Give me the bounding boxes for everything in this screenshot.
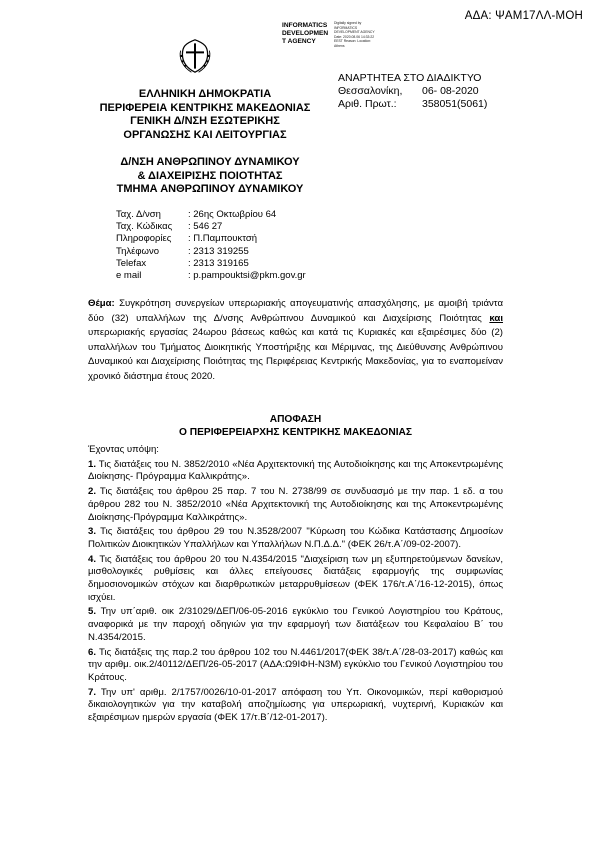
list-item	[88, 647, 503, 685]
signature-line: INFORMATICS	[282, 22, 328, 29]
protocol-number: 358051(5061)	[422, 98, 488, 110]
date-row	[338, 85, 487, 98]
contact-row	[116, 258, 306, 270]
contact-label: e mail	[116, 270, 142, 282]
email-link[interactable]: : p.pampouktsi@pkm.gov.gr	[188, 270, 306, 282]
item-number: 5.	[88, 606, 97, 618]
decision-subtitle: Ο ΠΕΡΙΦΕΡΕΙΑΡΧΗΣ ΚΕΝΤΡΙΚΗΣ ΜΑΚΕΔΟΝΙΑΣ	[179, 427, 412, 438]
publish-heading: ΑΝΑΡΤΗΤΕΑ ΣΤΟ ΔΙΑΔΙΚΤΥΟ	[338, 72, 482, 84]
contact-row	[116, 270, 306, 282]
department-header	[110, 156, 310, 197]
item-number: 2.	[88, 486, 97, 498]
list-item	[88, 459, 503, 484]
signature-details: Digitally signed by INFORMATICS DEVELOPMENT AGENCY Date: 2020.08.06 14:33:22 EEST Reason: Location: Athens	[334, 21, 375, 48]
list-item	[88, 526, 503, 551]
authority-line: ΠΕΡΙΦΕΡΕΙΑ ΚΕΝΤΡΙΚΗΣ ΜΑΚΕΔΟΝΙΑΣ	[99, 101, 311, 114]
signature-line: T AGENCY	[282, 38, 316, 45]
contact-value: : 26ης Οκτωβρίου 64	[188, 209, 277, 220]
body-intro: Έχοντας υπόψη:	[88, 444, 159, 455]
list-item	[88, 606, 503, 644]
decision-heading	[88, 413, 503, 439]
contact-value: : Π.Παμπουκτσή	[188, 233, 258, 245]
contact-value: : 546 27	[188, 221, 223, 233]
item-number: 6.	[88, 646, 97, 658]
contact-row	[116, 209, 306, 221]
subject-label: Θέμα:	[88, 298, 115, 309]
item-number: 1.	[88, 458, 97, 470]
greek-emblem-icon	[177, 38, 213, 74]
decision-title: ΑΠΟΦΑΣΗ	[269, 414, 322, 425]
item-number: 4.	[88, 553, 97, 565]
protocol-label: Αριθ. Πρωτ.:	[338, 98, 397, 110]
contact-label: Τηλέφωνο	[116, 245, 159, 257]
contact-label: Telefax	[116, 257, 147, 269]
item-number: 7.	[88, 686, 97, 698]
item-text: Τις διατάξεις του άρθρου 25 παρ. 7 του Ν. 2738/99 σε συνδυασμό με την παρ. 1 εδ. α του άρθρου 282 του Ν. 3852/2010 «Νέα Αρχιτεκτονική της Αυτοδιοίκησης και της Αποκεντρωμένης Διοίκησης-Πρόγραμμα Καλλικράτης».	[88, 486, 503, 523]
protocol-row	[338, 98, 487, 111]
digital-signature-stamp	[282, 22, 328, 46]
contact-label: Πληροφορίες	[116, 233, 172, 245]
list-item	[88, 554, 503, 605]
contact-row	[116, 221, 306, 233]
item-text: Την υπ' αριθμ. 2/1757/0026/10-01-2017 απόφαση του Υπ. Οικονομικών, περί καθορισμού δικαιολογητικών για την καταβολή αποζημίωσης για υπερωριακή, νυχτερινή, Κυριακών και εξαιρέσιμων ημερών εργασία (ΦΕΚ 17/τ.Β΄/12-01-2017).	[88, 686, 503, 724]
contact-row	[116, 233, 306, 245]
subject-paragraph	[88, 297, 503, 384]
item-text: Τις διατάξεις του άρθρου 20 του Ν.4354/2015 "Διαχείριση των μη εξυπηρετούμενων δανείων, μισθολογικές ρυθμίσεις και άλλες επείγουσες διατάξεις εφαρμογής της συμφωνίας δημοσιονομικών στόχων και διαρθρωτικών μεταρρυθμίσεων (ΦΕΚ 176/τ.Α΄/16-12-2015), όπως ισχύει.	[88, 553, 503, 603]
list-item	[88, 486, 503, 524]
department-line: ΤΜΗΜΑ ΑΝΘΡΩΠΙΝΟΥ ΔΥΝΑΜΙΚΟΥ	[116, 183, 304, 195]
item-text: Τις διατάξεις της παρ.2 του άρθρου 102 του Ν.4461/2017(ΦΕΚ 38/τ.Α΄/28-03-2017) καθώς και την αριθμ. οικ.2/40112/ΔΕΠ/26-05-2017 (ΑΔΑ:Ω9ΙΦΗ-Ν3Μ) εγκύκλιο του Γενικού Λογιστηρίου του Κράτους.	[88, 646, 503, 683]
ada-code: ΑΔΑ: ΨΑΜ17ΛΛ-ΜΟΗ	[464, 10, 583, 22]
authority-line: ΟΡΓΑΝΩΣΗΣ ΚΑΙ ΛΕΙΤΟΥΡΓΙΑΣ	[123, 128, 287, 141]
department-line: & ΔΙΑΧΕΙΡΙΣΗΣ ΠΟΙΟΤΗΤΑΣ	[137, 169, 283, 182]
department-line: Δ/ΝΣΗ ΑΝΘΡΩΠΙΝΟΥ ΔΥΝΑΜΙΚΟΥ	[120, 156, 300, 168]
item-text: Την υπ΄αριθ. οικ 2/31029/ΔΕΠ/06-05-2016 εγκύκλιο του Γενικού Λογιστηρίου του Κράτους, αναφορικά με την παροχή οδηγιών για την εφαρμογή των διατάξεων του Κεφαλαίου Β΄ του Ν.4354/2015.	[88, 606, 503, 643]
list-item	[88, 687, 503, 725]
contact-value: : 2313 319255	[188, 245, 249, 257]
contact-value: : 2313 319165	[188, 257, 249, 269]
document-body	[88, 444, 503, 727]
contact-info	[116, 209, 306, 282]
item-text: Τις διατάξεις του Ν. 3852/2010 «Νέα Αρχιτεκτονική της Αυτοδιοίκησης και της Αποκεντρωμένης Διοίκησης- Πρόγραμμα Καλλικράτης».	[88, 458, 503, 483]
contact-label: Ταχ. Δ/νση	[116, 209, 161, 220]
item-number: 3.	[88, 526, 97, 538]
subject-text-underlined: και	[489, 312, 503, 324]
publication-info	[338, 72, 487, 111]
city-label: Θεσσαλονίκη,	[338, 85, 403, 97]
signature-line: DEVELOPMEN	[282, 30, 329, 37]
authority-line: ΓΕΝΙΚΗ Δ/ΝΣΗ ΕΣΩΤΕΡΙΚΗΣ	[130, 115, 280, 127]
contact-row	[116, 246, 306, 258]
item-text: Τις διατάξεις του άρθρου 29 του Ν.3528/2007 "Κύρωση του Κώδικα Κατάστασης Δημοσίων Πολιτικών Διοικητικών Υπαλλήλων και Υπαλλήλων Ν.Π.Δ.Δ." (ΦΕΚ 26/τ.Α΄/09-02-2007).	[88, 526, 503, 550]
contact-label: Ταχ. Κώδικας	[116, 221, 173, 233]
subject-text: υπερωριακής εργασίας 24ωρου βάσεως καθώς και κατά τις Κυριακές και εξαιρέσιμες δύο (2) υπαλλήλων του Τμήματος Διοικητικής Υποστήριξης και Μέριμνας, της Διεύθυνσης Ανθρώπινου Δυναμικού και Διαχείρισης Ποιότητας της Περιφέρειας Κεντρικής Μακεδονίας, για το εναπομείναν χρονικό διάστημα έτους 2020.	[88, 327, 503, 382]
authority-line: ΕΛΛΗΝΙΚΗ ΔΗΜΟΚΡΑΤΙΑ	[138, 88, 272, 100]
document-date: 06- 08-2020	[422, 85, 479, 97]
subject-text: Συγκρότηση συνεργείων υπερωριακής απογευματινής απασχόλησης, με αμοιβή τριάντα δύο (32) υπαλλήλων της Δ/νσης Ανθρώπινου Δυναμικού και Διαχείρισης Ποιότητας	[88, 298, 503, 324]
authority-header	[90, 88, 320, 142]
